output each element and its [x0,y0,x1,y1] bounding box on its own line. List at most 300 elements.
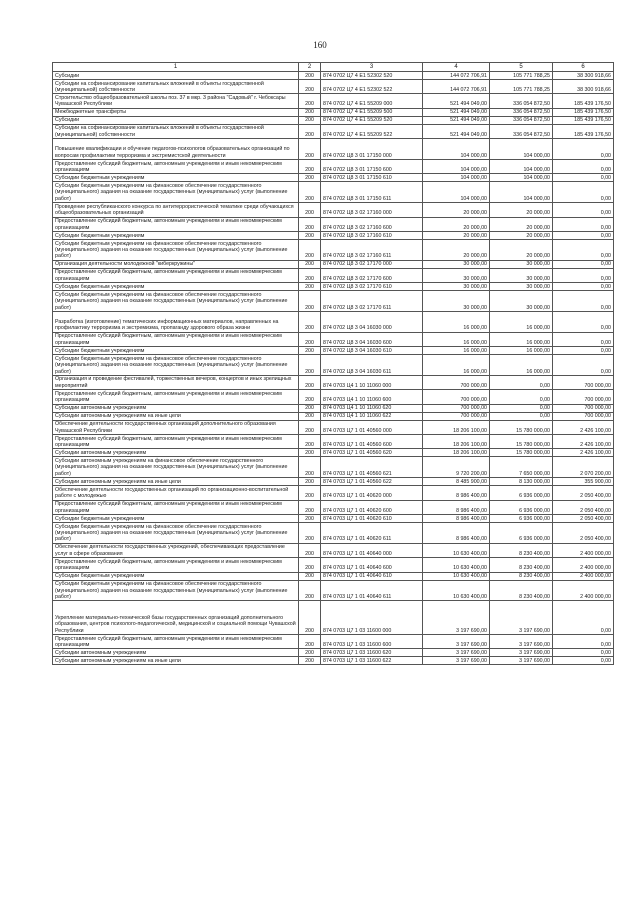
table-row [53,283,614,291]
row-amount-col6-cell: 0,00 [553,159,614,173]
row-amount-col4-cell: 8 986 400,00 [423,500,490,514]
row-amount-col6-cell: 2 050 400,00 [553,486,614,500]
row-name-cell: Субсидии бюджетным учреждениям [53,572,299,580]
row-amount-col4-cell: 30 000,00 [423,260,490,268]
row-name-cell: Субсидии автономным учреждениям на иные цели [53,412,299,420]
row-code-cell: 874 0703 Ц7 1 01 40620 611 [321,523,423,544]
table-row [53,203,614,217]
row-name-cell: Предоставление субсидий бюджетным, автономным учреждениям и иным некоммерческим организациям [53,635,299,649]
row-amount-col6-cell: 0,00 [553,283,614,291]
table-row [53,543,614,557]
row-name-cell: Предоставление субсидий бюджетным, автономным учреждениям и иным некоммерческим организациям [53,159,299,173]
row-grbs-cell: 200 [299,601,321,635]
row-code-cell: 874 0703 Ц7 1 01 40640 611 [321,580,423,601]
row-code-cell: 874 0702 Ц7 4 E1 52302 522 [321,80,423,94]
row-amount-col6-cell: 185 439 176,50 [553,94,614,108]
row-name-cell: Межбюджетные трансферты [53,108,299,116]
table-row [53,580,614,601]
row-code-cell: 874 0703 Ц7 1 03 11600 000 [321,601,423,635]
row-amount-col4-cell: 144 072 706,91 [423,80,490,94]
row-amount-col5-cell: 16 000,00 [490,347,553,355]
table-row [53,174,614,182]
row-amount-col6-cell: 2 050 400,00 [553,500,614,514]
table-row [53,239,614,260]
row-code-cell: 874 0702 Ц8 3 02 17160 611 [321,239,423,260]
row-name-cell: Организация деятельности молодежной "киберкружины" [53,260,299,268]
row-code-cell: 874 0702 Ц8 3 01 17150 610 [321,174,423,182]
row-amount-col4-cell: 30 000,00 [423,283,490,291]
row-amount-col6-cell: 700 000,00 [553,375,614,389]
row-grbs-cell: 200 [299,332,321,346]
row-amount-col5-cell: 3 197 690,00 [490,601,553,635]
row-name-cell: Субсидии бюджетным учреждениям [53,174,299,182]
table-row [53,80,614,94]
row-amount-col5-cell: 30 000,00 [490,291,553,312]
row-amount-col4-cell: 144 072 706,91 [423,72,490,80]
row-name-cell: Субсидии [53,116,299,124]
row-grbs-cell: 200 [299,124,321,138]
row-amount-col4-cell: 104 000,00 [423,139,490,160]
row-name-cell: Субсидии автономным учреждениям на иные цели [53,478,299,486]
row-name-cell: Субсидии [53,72,299,80]
row-amount-col6-cell: 38 300 918,66 [553,72,614,80]
row-amount-col4-cell: 700 000,00 [423,404,490,412]
row-amount-col4-cell: 700 000,00 [423,390,490,404]
row-name-cell: Субсидии бюджетным учреждениям на финансовое обеспечение государственного (муниципального) задания на оказание государственных (муниципальных) услуг (выполнение работ) [53,523,299,544]
row-amount-col4-cell: 3 197 690,00 [423,649,490,657]
row-name-cell: Субсидии автономным учреждениям [53,404,299,412]
row-amount-col6-cell: 2 400 000,00 [553,543,614,557]
table-row [53,412,614,420]
table-row [53,72,614,80]
row-grbs-cell: 200 [299,649,321,657]
row-grbs-cell: 200 [299,635,321,649]
row-amount-col6-cell: 0,00 [553,239,614,260]
row-name-cell: Субсидии автономным учреждениям на иные цели [53,657,299,665]
table-row [53,449,614,457]
row-amount-col6-cell: 2 400 000,00 [553,572,614,580]
budget-table [52,62,614,665]
row-amount-col5-cell: 20 000,00 [490,217,553,231]
row-grbs-cell: 200 [299,116,321,124]
row-grbs-cell: 200 [299,291,321,312]
row-amount-col5-cell: 15 780 000,00 [490,420,553,434]
row-amount-col4-cell: 30 000,00 [423,291,490,312]
row-code-cell: 874 0702 Ц8 3 04 16030 611 [321,355,423,376]
column-number-6: 6 [553,63,614,72]
row-grbs-cell: 200 [299,311,321,332]
table-row [53,231,614,239]
table-header-row [53,63,614,72]
row-amount-col6-cell: 355 900,00 [553,478,614,486]
table-row [53,108,614,116]
row-amount-col5-cell: 8 230 400,00 [490,543,553,557]
row-amount-col4-cell: 3 197 690,00 [423,657,490,665]
row-code-cell: 874 0702 Ц8 3 02 17170 600 [321,268,423,282]
row-amount-col4-cell: 700 000,00 [423,375,490,389]
table-row [53,94,614,108]
row-amount-col5-cell: 20 000,00 [490,231,553,239]
row-amount-col4-cell: 8 485 900,00 [423,478,490,486]
table-row [53,558,614,572]
row-name-cell: Предоставление субсидий бюджетным, автономным учреждениям и иным некоммерческим организациям [53,435,299,449]
row-amount-col6-cell: 0,00 [553,217,614,231]
row-amount-col4-cell: 16 000,00 [423,332,490,346]
row-amount-col5-cell: 105 771 788,25 [490,80,553,94]
column-number-4: 4 [423,63,490,72]
row-amount-col5-cell: 16 000,00 [490,311,553,332]
row-amount-col5-cell: 20 000,00 [490,203,553,217]
row-name-cell: Субсидии бюджетным учреждениям на финансовое обеспечение государственного (муниципального) задания на оказание государственных (муниципальных) услуг (выполнение работ) [53,239,299,260]
row-name-cell: Субсидии бюджетным учреждениям на финансовое обеспечение государственного (муниципального) задания на оказание государственных (муниципальных) услуг (выполнение работ) [53,182,299,203]
row-name-cell: Обеспечение деятельности государственных организаций по организационно-воспитательной работе с молодежью [53,486,299,500]
row-grbs-cell: 200 [299,486,321,500]
row-amount-col6-cell: 185 439 176,50 [553,116,614,124]
row-grbs-cell: 200 [299,375,321,389]
row-amount-col5-cell: 15 780 000,00 [490,449,553,457]
row-amount-col6-cell: 0,00 [553,291,614,312]
row-name-cell: Субсидии бюджетным учреждениям [53,515,299,523]
row-amount-col6-cell: 700 000,00 [553,390,614,404]
row-amount-col5-cell: 336 054 872,50 [490,124,553,138]
row-amount-col6-cell: 0,00 [553,268,614,282]
table-row [53,139,614,160]
row-grbs-cell: 200 [299,500,321,514]
row-amount-col5-cell: 6 936 000,00 [490,515,553,523]
column-number-1: 1 [53,63,299,72]
row-amount-col4-cell: 16 000,00 [423,311,490,332]
row-grbs-cell: 200 [299,203,321,217]
row-code-cell: 874 0702 Ц8 3 02 17160 600 [321,217,423,231]
row-amount-col4-cell: 18 206 100,00 [423,449,490,457]
row-amount-col4-cell: 104 000,00 [423,182,490,203]
row-grbs-cell: 200 [299,523,321,544]
table-row [53,375,614,389]
row-grbs-cell: 200 [299,657,321,665]
row-grbs-cell: 200 [299,404,321,412]
row-amount-col4-cell: 20 000,00 [423,239,490,260]
row-name-cell: Субсидии автономным учреждениям на финансовое обеспечение государственного (муниципального) задания на оказание государственных (муниципальных) услуг (выполнение работ) [53,457,299,478]
row-name-cell: Субсидии бюджетным учреждениям [53,231,299,239]
column-number-2: 2 [299,63,321,72]
table-row [53,435,614,449]
row-amount-col6-cell: 0,00 [553,332,614,346]
row-code-cell: 874 0703 Ц7 1 01 40620 600 [321,500,423,514]
row-amount-col6-cell: 0,00 [553,347,614,355]
row-code-cell: 874 0702 Ц8 3 02 17160 000 [321,203,423,217]
row-code-cell: 874 0702 Ц8 3 01 17150 611 [321,182,423,203]
table-row [53,500,614,514]
row-amount-col4-cell: 8 986 400,00 [423,523,490,544]
row-name-cell: Разработка (изготовление) тематических информационных материалов, направленных на профилактику терроризма и экстремизма, пропаганду здорового образа жизни [53,311,299,332]
row-amount-col4-cell: 30 000,00 [423,268,490,282]
row-amount-col4-cell: 521 494 049,00 [423,108,490,116]
row-code-cell: 874 0702 Ц8 3 01 17150 000 [321,139,423,160]
table-row [53,572,614,580]
row-name-cell: Предоставление субсидий бюджетным, автономным учреждениям и иным некоммерческим организациям [53,558,299,572]
row-amount-col5-cell: 336 054 872,50 [490,116,553,124]
row-amount-col4-cell: 521 494 049,00 [423,94,490,108]
row-grbs-cell: 200 [299,80,321,94]
row-amount-col6-cell: 0,00 [553,657,614,665]
row-amount-col5-cell: 6 936 000,00 [490,523,553,544]
row-grbs-cell: 200 [299,355,321,376]
row-amount-col4-cell: 521 494 049,00 [423,116,490,124]
row-amount-col5-cell: 0,00 [490,404,553,412]
row-grbs-cell: 200 [299,94,321,108]
row-code-cell: 874 0702 Ц8 3 04 16030 610 [321,347,423,355]
row-amount-col4-cell: 700 000,00 [423,412,490,420]
row-amount-col4-cell: 18 206 100,00 [423,420,490,434]
table-row [53,116,614,124]
table-row [53,124,614,138]
row-code-cell: 874 0703 Ц7 1 01 40640 610 [321,572,423,580]
row-grbs-cell: 200 [299,283,321,291]
row-amount-col5-cell: 3 197 690,00 [490,649,553,657]
row-amount-col6-cell: 700 000,00 [553,404,614,412]
row-code-cell: 874 0703 Ц7 1 03 11600 622 [321,657,423,665]
row-name-cell: Предоставление субсидий бюджетным, автономным учреждениям и иным некоммерческим организациям [53,217,299,231]
row-amount-col4-cell: 8 986 400,00 [423,486,490,500]
row-amount-col4-cell: 104 000,00 [423,174,490,182]
table-row [53,635,614,649]
row-amount-col5-cell: 104 000,00 [490,182,553,203]
row-amount-col5-cell: 336 054 872,50 [490,108,553,116]
table-row [53,478,614,486]
row-grbs-cell: 200 [299,515,321,523]
row-amount-col5-cell: 30 000,00 [490,283,553,291]
row-amount-col4-cell: 8 986 400,00 [423,515,490,523]
table-row [53,404,614,412]
row-grbs-cell: 200 [299,412,321,420]
row-amount-col4-cell: 20 000,00 [423,217,490,231]
row-amount-col5-cell: 30 000,00 [490,260,553,268]
table-row [53,649,614,657]
row-code-cell: 874 0703 Ц4 1 10 11060 620 [321,404,423,412]
row-name-cell: Обеспечение деятельности государственных учреждений, обеспечивающих предоставление услуг в сфере образования [53,543,299,557]
row-code-cell: 874 0703 Ц4 1 10 11060 600 [321,390,423,404]
row-amount-col4-cell: 18 206 100,00 [423,435,490,449]
row-code-cell: 874 0702 Ц7 4 E1 55209 500 [321,108,423,116]
row-amount-col5-cell: 0,00 [490,390,553,404]
row-amount-col5-cell: 30 000,00 [490,268,553,282]
table-row [53,291,614,312]
table-row [53,347,614,355]
row-amount-col5-cell: 0,00 [490,412,553,420]
row-name-cell: Предоставление субсидий бюджетным, автономным учреждениям и иным некоммерческим организациям [53,500,299,514]
row-name-cell: Обеспечение деятельности государственных организаций дополнительного образования Чувашской Республики [53,420,299,434]
row-name-cell: Повышение квалификации и обучение педагогов-психологов образовательных организаций по вопросам профилактики терроризма и экстремистской деятельности [53,139,299,160]
row-code-cell: 874 0703 Ц7 1 01 40560 600 [321,435,423,449]
row-code-cell: 874 0703 Ц7 1 01 40640 000 [321,543,423,557]
row-amount-col5-cell: 20 000,00 [490,239,553,260]
row-amount-col5-cell: 3 197 690,00 [490,635,553,649]
row-name-cell: Субсидии бюджетным учреждениям на финансовое обеспечение государственного (муниципального) задания на оказание государственных (муниципальных) услуг (выполнение работ) [53,355,299,376]
table-row [53,601,614,635]
row-name-cell: Субсидии бюджетным учреждениям на финансовое обеспечение государственного (муниципального) задания на оказание государственных (муниципальных) услуг (выполнение работ) [53,291,299,312]
row-grbs-cell: 200 [299,268,321,282]
row-code-cell: 874 0703 Ц4 1 10 11060 622 [321,412,423,420]
row-amount-col6-cell: 0,00 [553,311,614,332]
page-number: 160 [313,40,327,50]
row-grbs-cell: 200 [299,108,321,116]
row-amount-col4-cell: 10 630 400,00 [423,580,490,601]
row-name-cell: Проведение республиканского конкурса по антитеррористической тематике среди обучающихся общеобразовательных организаций [53,203,299,217]
row-amount-col4-cell: 3 197 690,00 [423,601,490,635]
row-amount-col6-cell: 0,00 [553,174,614,182]
row-name-cell: Субсидии автономным учреждениям [53,449,299,457]
row-code-cell: 874 0702 Ц7 4 E1 55209 520 [321,116,423,124]
row-amount-col4-cell: 16 000,00 [423,355,490,376]
row-code-cell: 874 0703 Ц7 1 01 40620 000 [321,486,423,500]
table-row [53,657,614,665]
row-code-cell: 874 0702 Ц8 3 04 16030 000 [321,311,423,332]
row-amount-col6-cell: 2 070 200,00 [553,457,614,478]
row-amount-col6-cell: 0,00 [553,182,614,203]
row-amount-col5-cell: 7 650 000,00 [490,457,553,478]
row-grbs-cell: 200 [299,260,321,268]
row-grbs-cell: 200 [299,347,321,355]
row-amount-col6-cell: 185 439 176,50 [553,108,614,116]
row-name-cell: Субсидии бюджетным учреждениям [53,347,299,355]
row-grbs-cell: 200 [299,478,321,486]
row-code-cell: 874 0702 Ц8 3 02 17170 611 [321,291,423,312]
row-amount-col5-cell: 6 936 000,00 [490,486,553,500]
row-name-cell: Организация и проведение фестивалей, торжественных вечеров, концертов и иных зрелищных мероприятий [53,375,299,389]
row-amount-col6-cell: 0,00 [553,635,614,649]
table-row [53,523,614,544]
budget-table-body [53,63,614,665]
row-grbs-cell: 200 [299,435,321,449]
row-name-cell: Предоставление субсидий бюджетным, автономным учреждениям и иным некоммерческим организациям [53,332,299,346]
row-code-cell: 874 0702 Ц7 4 E1 55209 000 [321,94,423,108]
row-amount-col5-cell: 8 230 400,00 [490,572,553,580]
row-grbs-cell: 200 [299,390,321,404]
row-amount-col4-cell: 9 720 200,00 [423,457,490,478]
table-row [53,217,614,231]
table-row [53,268,614,282]
row-amount-col5-cell: 16 000,00 [490,355,553,376]
table-row [53,486,614,500]
row-name-cell: Строительство общеобразовательной школы поз. 37 в мкр. 3 района "Садовый" г. Чебоксары Чувашской Республики [53,94,299,108]
row-amount-col6-cell: 2 426 100,00 [553,435,614,449]
row-amount-col4-cell: 104 000,00 [423,159,490,173]
row-grbs-cell: 200 [299,457,321,478]
table-row [53,420,614,434]
row-amount-col6-cell: 0,00 [553,601,614,635]
row-code-cell: 874 0702 Ц8 3 02 17170 000 [321,260,423,268]
table-row [53,332,614,346]
row-amount-col6-cell: 0,00 [553,231,614,239]
row-code-cell: 874 0703 Ц7 1 01 40560 000 [321,420,423,434]
row-amount-col4-cell: 10 630 400,00 [423,572,490,580]
row-grbs-cell: 200 [299,580,321,601]
row-grbs-cell: 200 [299,72,321,80]
row-amount-col6-cell: 0,00 [553,139,614,160]
row-name-cell: Субсидии бюджетным учреждениям [53,283,299,291]
row-amount-col6-cell: 2 426 100,00 [553,449,614,457]
row-amount-col4-cell: 20 000,00 [423,203,490,217]
row-amount-col4-cell: 16 000,00 [423,347,490,355]
table-row [53,515,614,523]
row-code-cell: 874 0702 Ц8 3 01 17150 600 [321,159,423,173]
row-code-cell: 874 0702 Ц7 4 E1 55209 522 [321,124,423,138]
row-name-cell: Предоставление субсидий бюджетным, автономным учреждениям и иным некоммерческим организациям [53,268,299,282]
row-name-cell: Субсидии автономным учреждениям [53,649,299,657]
row-code-cell: 874 0703 Ц7 1 03 11600 600 [321,635,423,649]
row-amount-col6-cell: 0,00 [553,203,614,217]
row-grbs-cell: 200 [299,572,321,580]
row-amount-col4-cell: 10 630 400,00 [423,558,490,572]
table-row [53,457,614,478]
row-grbs-cell: 200 [299,420,321,434]
row-amount-col5-cell: 104 000,00 [490,174,553,182]
row-grbs-cell: 200 [299,558,321,572]
table-row [53,355,614,376]
row-amount-col5-cell: 104 000,00 [490,139,553,160]
row-code-cell: 874 0703 Ц7 1 01 40560 620 [321,449,423,457]
row-amount-col5-cell: 8 130 000,00 [490,478,553,486]
row-amount-col6-cell: 0,00 [553,649,614,657]
row-amount-col5-cell: 336 054 872,50 [490,94,553,108]
row-amount-col6-cell: 2 050 400,00 [553,523,614,544]
row-amount-col6-cell: 38 300 918,66 [553,80,614,94]
row-amount-col5-cell: 105 771 788,25 [490,72,553,80]
row-amount-col4-cell: 521 494 049,00 [423,124,490,138]
row-code-cell: 874 0703 Ц7 1 01 40640 600 [321,558,423,572]
row-code-cell: 874 0702 Ц8 3 02 17160 610 [321,231,423,239]
row-amount-col6-cell: 2 400 000,00 [553,580,614,601]
row-name-cell: Субсидии на софинансирование капитальных вложений в объекты государственной (муниципальной) собственности [53,124,299,138]
row-name-cell: Субсидии на софинансирование капитальных вложений в объекты государственной (муниципальной) собственности [53,80,299,94]
column-number-3: 3 [321,63,423,72]
row-grbs-cell: 200 [299,231,321,239]
row-name-cell: Предоставление субсидий бюджетным, автономным учреждениям и иным некоммерческим организациям [53,390,299,404]
row-amount-col4-cell: 10 630 400,00 [423,543,490,557]
row-amount-col5-cell: 0,00 [490,375,553,389]
row-amount-col5-cell: 104 000,00 [490,159,553,173]
row-code-cell: 874 0703 Ц7 1 01 40560 622 [321,478,423,486]
row-amount-col5-cell: 16 000,00 [490,332,553,346]
row-amount-col5-cell: 8 230 400,00 [490,558,553,572]
column-number-5: 5 [490,63,553,72]
row-amount-col5-cell: 6 936 000,00 [490,500,553,514]
row-amount-col5-cell: 3 197 690,00 [490,657,553,665]
table-row [53,260,614,268]
row-code-cell: 874 0703 Ц7 1 03 11600 620 [321,649,423,657]
row-amount-col6-cell: 700 000,00 [553,412,614,420]
row-amount-col6-cell: 2 400 000,00 [553,558,614,572]
row-amount-col5-cell: 15 780 000,00 [490,435,553,449]
row-amount-col6-cell: 2 426 100,00 [553,420,614,434]
row-grbs-cell: 200 [299,449,321,457]
row-grbs-cell: 200 [299,159,321,173]
row-name-cell: Субсидии бюджетным учреждениям на финансовое обеспечение государственного (муниципального) задания на оказание государственных (муниципальных) услуг (выполнение работ) [53,580,299,601]
row-amount-col4-cell: 20 000,00 [423,231,490,239]
row-code-cell: 874 0703 Ц7 1 01 40620 610 [321,515,423,523]
table-row [53,311,614,332]
table-row [53,390,614,404]
row-amount-col6-cell: 2 050 400,00 [553,515,614,523]
row-amount-col6-cell: 185 439 176,50 [553,124,614,138]
row-grbs-cell: 200 [299,174,321,182]
row-amount-col5-cell: 8 230 400,00 [490,580,553,601]
row-code-cell: 874 0702 Ц8 3 02 17170 610 [321,283,423,291]
row-amount-col4-cell: 3 197 690,00 [423,635,490,649]
row-amount-col6-cell: 0,00 [553,260,614,268]
table-row [53,182,614,203]
row-code-cell: 874 0702 Ц8 3 04 16030 600 [321,332,423,346]
